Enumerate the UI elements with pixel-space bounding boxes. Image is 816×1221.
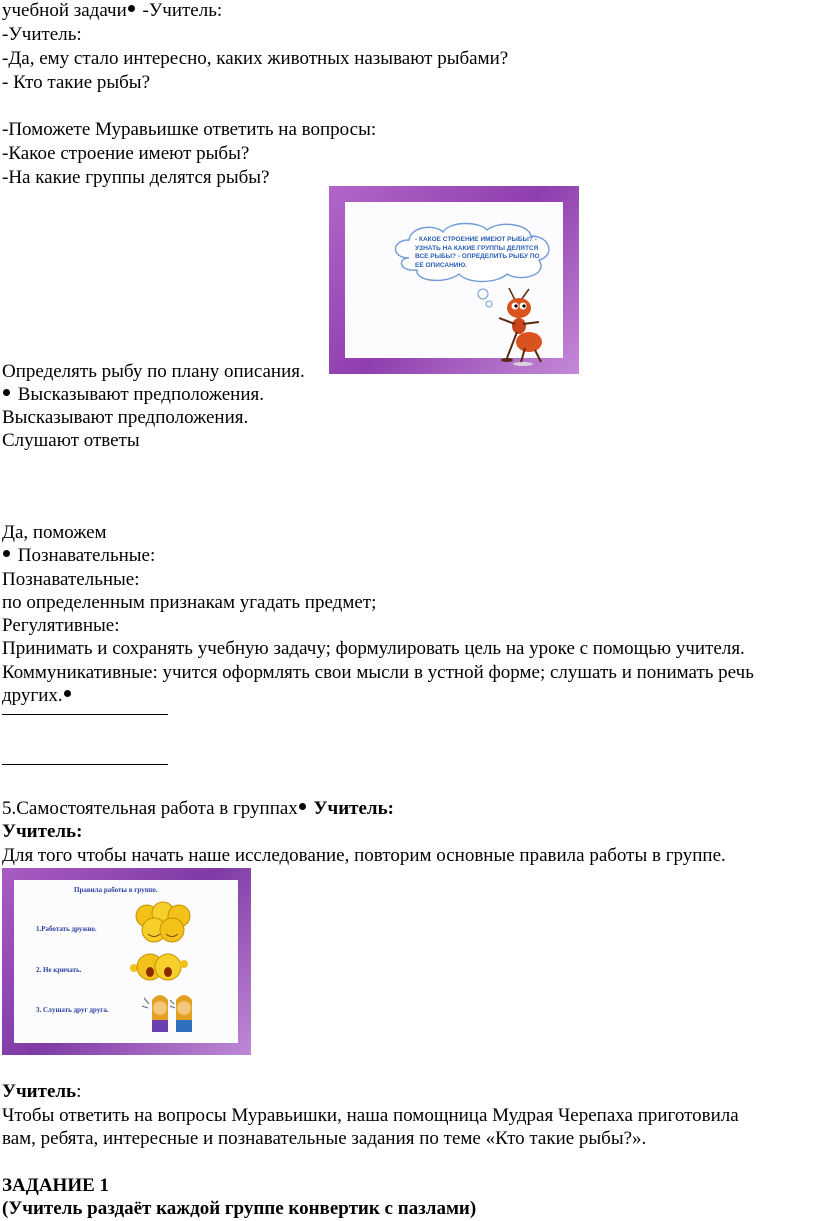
text-line: -На какие группы делятся рыбы? — [2, 167, 270, 188]
bullet-icon — [299, 803, 306, 810]
text-line: Высказывают предположения. — [2, 407, 249, 428]
text-line: Для того чтобы начать наше исследование, повторим основные правила работы в группе. — [2, 845, 726, 866]
friendly-smileys-icon — [132, 900, 194, 946]
listening-people-icon — [140, 990, 196, 1034]
text-line — [2, 1081, 81, 1103]
no-shouting-icon — [128, 946, 190, 988]
text-line: по определенным признакам угадать предмет; — [2, 592, 377, 613]
rule-text: 2. Не кричать. — [36, 966, 82, 974]
bullet-icon — [3, 550, 10, 557]
bullet-icon — [3, 389, 10, 396]
text-fragment: : — [76, 1081, 82, 1102]
text-line — [2, 0, 222, 22]
rule-text: 3. Слушать друг друга. — [36, 1006, 109, 1014]
bullet-icon — [64, 690, 71, 697]
slide-title: Правила работы в группе. — [74, 886, 158, 894]
slide-ant-questions — [329, 186, 579, 374]
rule-text: 1.Работать дружно. — [36, 925, 97, 933]
slide-content — [14, 880, 238, 1043]
text-line: Учитель: — [2, 821, 83, 842]
text-line: -Поможете Муравьишке ответить на вопросы: — [2, 119, 377, 140]
ant-icon — [485, 288, 555, 368]
cloud-text: - КАКОЕ СТРОЕНИЕ ИМЕЮТ РЫБЫ? - УЗНАТЬ НА КАКИЕ ГРУППЫ ДЕЛЯТСЯ ВСЕ РЫБЫ? - ОПРЕДЕЛИТЬ РЫБУ ПО ЕЁ ОПИСАНИЮ. — [415, 236, 540, 269]
bullet-icon — [128, 5, 135, 12]
text-line — [2, 798, 394, 820]
slide-group-rules — [2, 868, 251, 1055]
text-line: Чтобы ответить на вопросы Муравьишки, наша помощница Мудрая Черепаха приготовила — [2, 1105, 739, 1126]
text-line — [2, 545, 155, 567]
text-line: Да, поможем — [2, 522, 107, 543]
text-line: -Какое строение имеют рыбы? — [2, 143, 250, 164]
divider — [2, 764, 168, 765]
text-fragment: Учитель — [2, 1081, 77, 1102]
text-line: Принимать и сохранять учебную задачу; формулировать цель на уроке с помощью учителя. — [2, 638, 745, 659]
text-line: Определять рыбу по плану описания. — [2, 361, 305, 382]
text-line: -Да, ему стало интересно, каких животных называют рыбами? — [2, 48, 509, 69]
text-fragment: учебной задачи — [2, 0, 127, 21]
divider — [2, 714, 168, 715]
text-line: Регулятивные: — [2, 615, 120, 636]
text-line: (Учитель раздаёт каждой группе конвертик с пазлами) — [2, 1198, 477, 1219]
text-line: вам, ребята, интересные и познавательные задания по теме «Кто такие рыбы?». — [2, 1128, 647, 1149]
text-line — [2, 384, 264, 406]
text-fragment: Высказывают предположения. — [13, 384, 264, 405]
text-line: Коммуникативные: учится оформлять свои мысли в устной форме; слушать и понимать речь — [2, 662, 754, 683]
text-line: ЗАДАНИЕ 1 — [2, 1175, 110, 1196]
text-fragment: -Учитель: — [137, 0, 223, 21]
text-fragment: Учитель: — [308, 798, 394, 819]
text-line: Познавательные: — [2, 569, 140, 590]
text-line: - Кто такие рыбы? — [2, 72, 151, 93]
text-fragment: Познавательные: — [13, 545, 156, 566]
text-fragment: 5.Самостоятельная работа в группах — [2, 798, 298, 819]
text-line — [2, 685, 74, 707]
slide-content — [345, 202, 563, 358]
text-line: Слушают ответы — [2, 430, 140, 451]
text-line: -Учитель: — [2, 24, 82, 45]
text-fragment: других. — [2, 685, 63, 706]
